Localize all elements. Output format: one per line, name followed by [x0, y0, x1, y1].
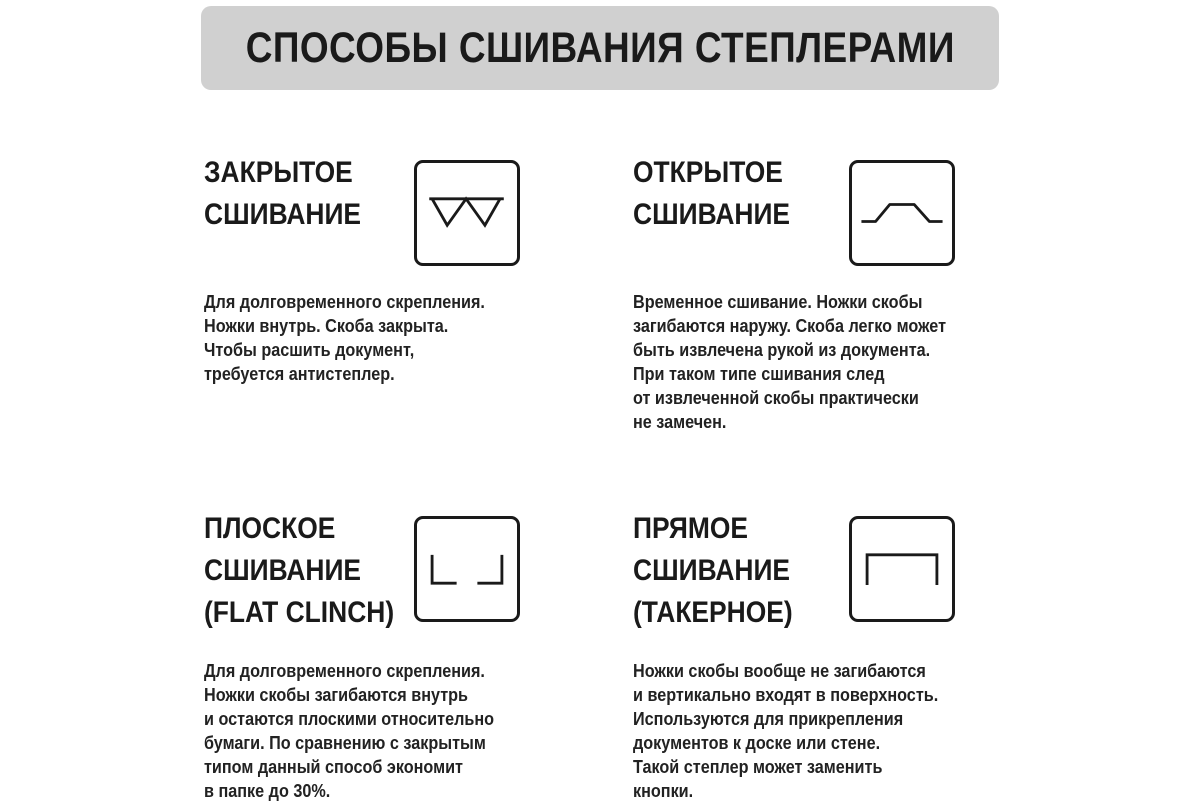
- method-straight-staple-description: [633, 659, 938, 803]
- heading-line: СШИВАНИЕ: [633, 198, 791, 231]
- description-line: загибаются наружу. Скоба легко может: [633, 316, 947, 336]
- heading-line: ОТКРЫТОЕ: [633, 156, 783, 189]
- heading-line: СШИВАНИЕ: [633, 554, 791, 587]
- description-line: не замечен.: [633, 412, 727, 432]
- method-closed-clinch-description: [204, 290, 485, 386]
- description-line: Ножки внутрь. Скоба закрыта.: [204, 316, 449, 336]
- method-flat-clinch-description: [204, 659, 494, 803]
- description-line: Чтобы расшить документ,: [204, 340, 415, 360]
- description-line: бумаги. По сравнению с закрытым: [204, 733, 486, 753]
- description-line: Временное сшивание. Ножки скобы: [633, 292, 923, 312]
- description-line: кнопки.: [633, 781, 694, 801]
- heading-line: ПРЯМОЕ: [633, 512, 749, 545]
- method-closed-clinch-heading: [204, 152, 382, 236]
- open-clinch-icon: [849, 160, 955, 266]
- heading-line: СШИВАНИЕ: [204, 198, 362, 231]
- method-straight-staple-heading: [633, 508, 814, 634]
- heading-line: ПЛОСКОЕ: [204, 512, 336, 545]
- closed-clinch-icon: [414, 160, 520, 266]
- title-banner: [201, 6, 999, 90]
- description-line: и вертикально входят в поверхность.: [633, 685, 939, 705]
- description-line: документов к доске или стене.: [633, 733, 881, 753]
- description-line: в папке до 30%.: [204, 781, 331, 801]
- description-line: быть извлечена рукой из документа.: [633, 340, 931, 360]
- description-line: Ножки скобы вообще не загибаются: [633, 661, 926, 681]
- page-title: СПОСОБЫ СШИВАНИЯ СТЕПЛЕРАМИ: [245, 23, 955, 72]
- description-line: и остаются плоскими относительно: [204, 709, 495, 729]
- description-line: Ножки скобы загибаются внутрь: [204, 685, 469, 705]
- method-open-clinch-heading: [633, 152, 811, 236]
- description-line: типом данный способ экономит: [204, 757, 463, 777]
- description-line: Для долговременного скрепления.: [204, 292, 485, 312]
- description-line: требуется антистеплер.: [204, 364, 395, 384]
- method-flat-clinch-heading: [204, 508, 420, 634]
- description-line: Для долговременного скрепления.: [204, 661, 485, 681]
- description-line: При таком типе сшивания след: [633, 364, 885, 384]
- description-line: Используются для прикрепления: [633, 709, 904, 729]
- heading-line: (FLAT CLINCH): [204, 596, 395, 629]
- heading-line: (ТАКЕРНОЕ): [633, 596, 793, 629]
- heading-line: СШИВАНИЕ: [204, 554, 362, 587]
- method-open-clinch-description: [633, 290, 946, 434]
- heading-line: ЗАКРЫТОЕ: [204, 156, 353, 189]
- straight-staple-icon: [849, 516, 955, 622]
- description-line: от извлеченной скобы практически: [633, 388, 919, 408]
- description-line: Такой степлер может заменить: [633, 757, 883, 777]
- flat-clinch-icon: [414, 516, 520, 622]
